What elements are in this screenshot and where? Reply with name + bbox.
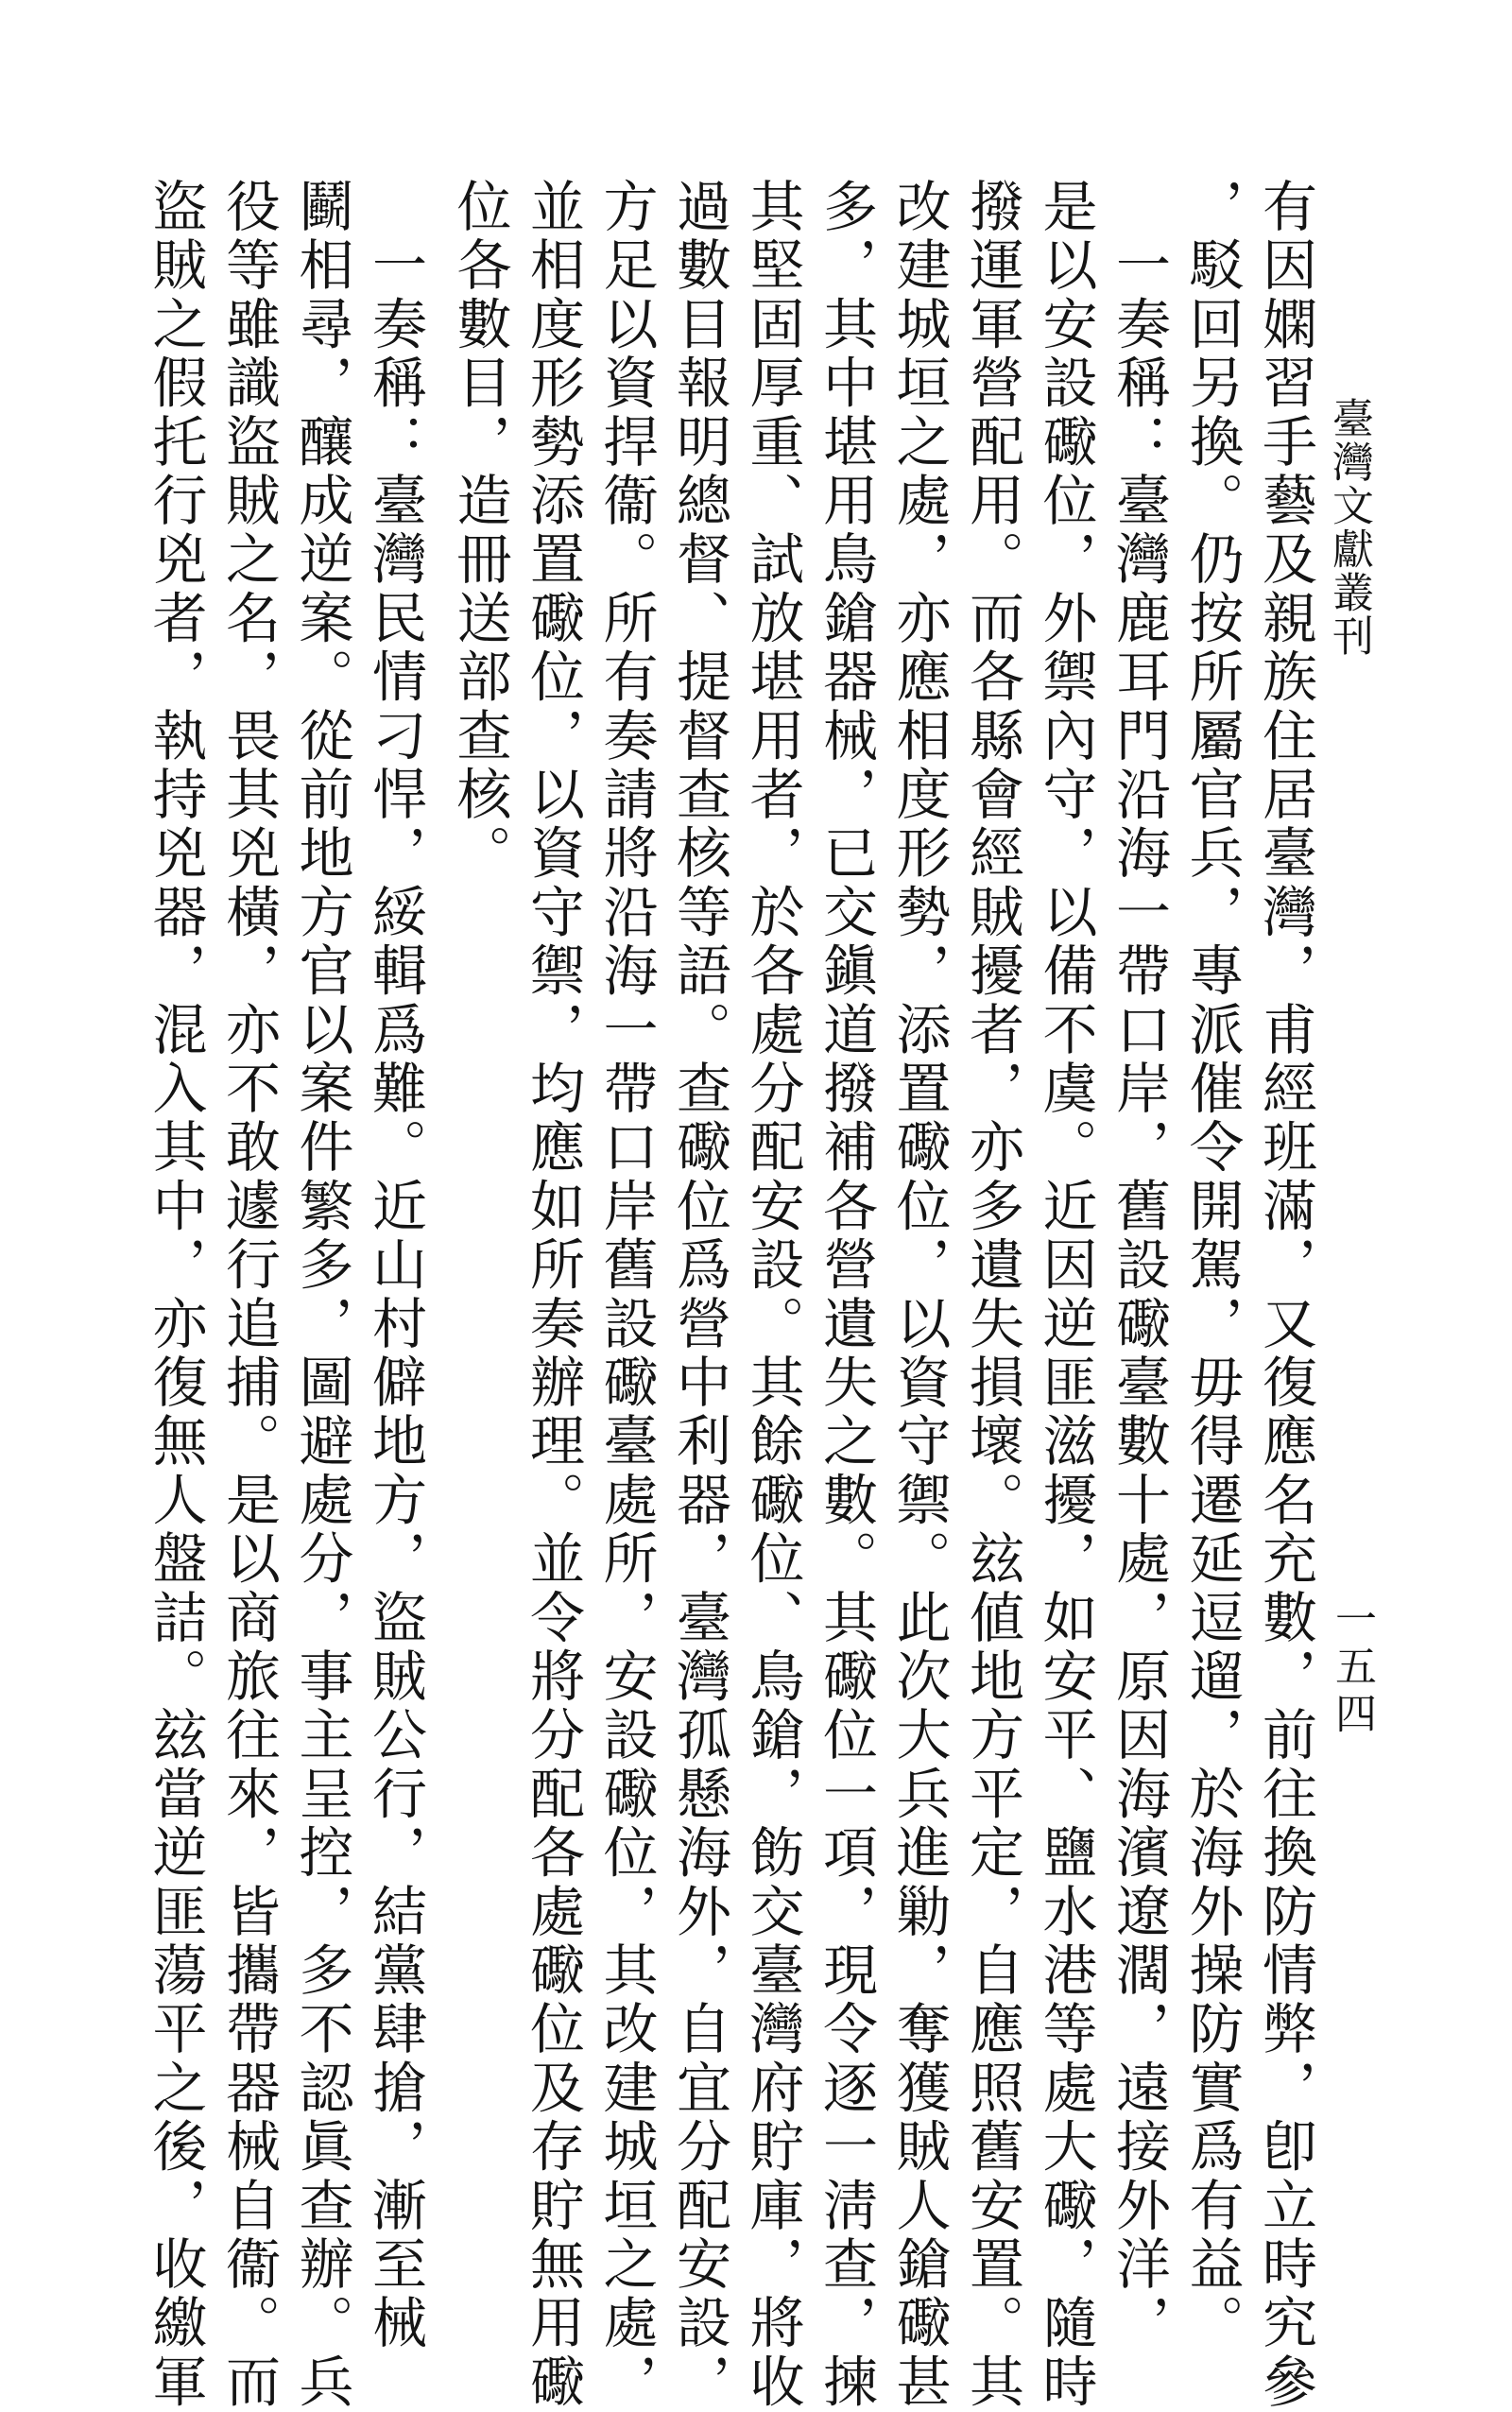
text-line: 過數目報明總督、提督查核等語。查礮位爲營中利器，臺灣孤懸海外，自宜分配安設， [667, 178, 731, 2412]
text-line: 撥運軍營配用。而各縣會經賊擾者，亦多遺失損壞。玆値地方平定，自應照舊安置。其 [960, 178, 1024, 2412]
text-line: 其堅固厚重、試放堪用者，於各處分配安設。其餘礮位、鳥鎗，飭交臺灣府貯庫，將收 [740, 178, 805, 2412]
text-line: 盜賊之假托行兇者，執持兇器，混入其中，亦復無人盤詰。玆當逆匪蕩平之後，收繳軍 [143, 178, 208, 2412]
page-number: 一五四 [1328, 1597, 1376, 1739]
running-title: 臺灣文獻叢刊 [1325, 397, 1373, 658]
text-line: 一奏稱：臺灣民情刁悍，綏輯爲難。近山村僻地方，盜賊公行，結黨肆搶，漸至械 [363, 178, 427, 2353]
text-line: 是以安設礮位，外禦內守，以備不虞。近因逆匪滋擾，如安平、鹽水港等處大礮，隨時 [1033, 178, 1098, 2412]
text-line: 改建城垣之處，亦應相度形勢，添置礮位，以資守禦。此次大兵進勦，奪獲賊人鎗礮甚 [886, 178, 952, 2412]
text-line: 鬬相尋，釀成逆案。從前地方官以案件繁多，圖避處分，事主呈控，多不認眞查辦。兵 [289, 178, 354, 2412]
text-line: 位各數目，造冊送部查核。 [447, 178, 512, 884]
text-line: 多，其中堪用鳥鎗器械，已交鎭道撥補各營遺失之數。其礮位一項，現令逐一淸查，揀 [814, 178, 878, 2412]
text-line: 一奏稱：臺灣鹿耳門沿海一帶口岸，舊設礮臺數十處，原因海濱遼濶，遠接外洋， [1107, 178, 1171, 2353]
paragraph-gap [431, 178, 442, 2087]
text-line: 方足以資捍衞。所有奏請將沿海一帶口岸舊設礮臺處所，安設礮位，其改建城垣之處， [593, 178, 659, 2412]
text-line: 並相度形勢添置礮位，以資守禦，均應如所奏辦理。並令將分配各處礮位及存貯無用礮 [521, 178, 585, 2412]
text-line: 有因嫻習手藝及親族住居臺灣，甫經班滿，又復應名充數，前往換防情弊，卽立時究參 [1253, 178, 1317, 2412]
text-line: ，駁回另換。仍按所屬官兵，專派催令開駕，毋得遷延逗遛，於海外操防實爲有益。 [1179, 178, 1245, 2353]
text-line: 役等雖識盜賊之名，畏其兇橫，亦不敢遽行追捕。是以商旅往來，皆攜帶器械自衞。而 [216, 178, 281, 2412]
body-text [140, 178, 1321, 2412]
